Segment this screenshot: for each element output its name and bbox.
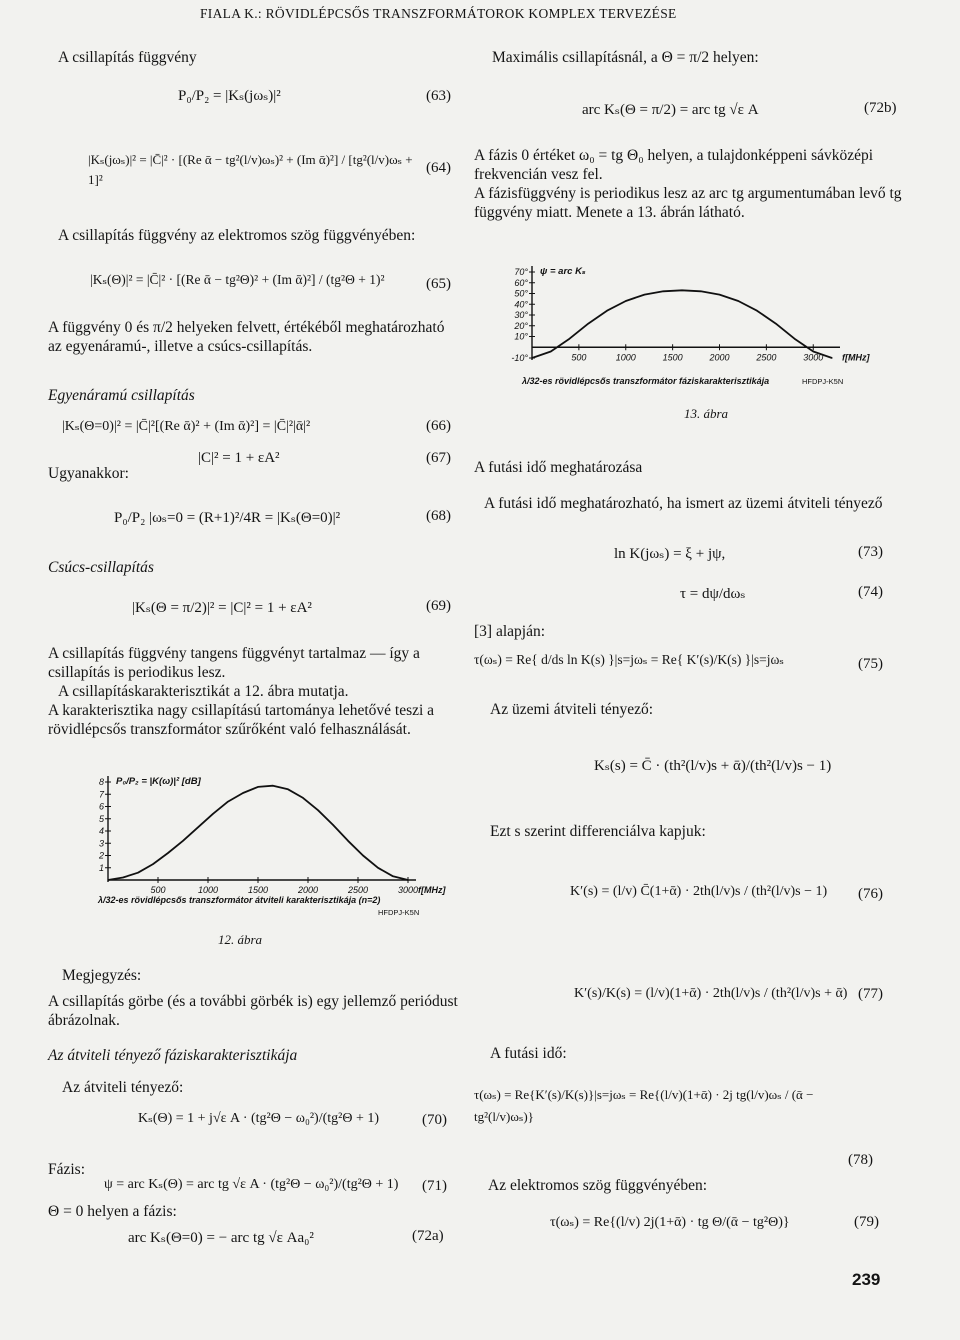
eq-number-79: (79) <box>854 1214 879 1230</box>
x-tick-label: 1000 <box>197 885 219 895</box>
data-point <box>137 872 138 873</box>
equation-68: P₀/P₂ |ωₛ=0 = (R+1)²/4R = |Kₛ(Θ=0)|² <box>114 510 341 526</box>
paragraph-megjegyzes: Megjegyzés: <box>62 967 142 984</box>
equation-79: τ(ωₛ) = Re{(l/v) 2j(1+ᾱ) · tg Θ/(ᾱ − tg²Θ)} <box>550 1215 790 1230</box>
data-point <box>663 291 664 292</box>
x-tick-label: 3000 <box>397 885 419 895</box>
data-point <box>227 801 228 802</box>
y-tick-label: 2 <box>98 850 104 861</box>
equation-71: ψ = arc Kₛ(Θ) = arc tg √ε A · (tg²Θ − ω₀²)/(tg²Θ + 1) <box>104 1177 399 1192</box>
heading-egyenaramu: Egyenáramú csillapítás <box>48 387 195 404</box>
data-point <box>569 338 570 339</box>
eq-number-72b: (72b) <box>864 100 897 116</box>
running-header: FIALA K.: RÖVIDLÉPCSŐS TRANSZFORMÁTOROK KOMPLEX TERVEZÉSE <box>200 6 677 21</box>
data-point <box>332 824 333 825</box>
x-tick-label: 2500 <box>756 352 777 363</box>
y-tick-label: 40° <box>514 299 528 310</box>
data-point <box>377 867 378 868</box>
eq-number-72a: (72a) <box>412 1228 444 1244</box>
data-point <box>407 879 408 880</box>
paragraph-uzemi: Az üzemi átviteli tényező: <box>490 701 654 718</box>
data-point <box>152 863 153 864</box>
paragraph-futido: A futási idő: <box>490 1045 567 1062</box>
x-axis-label: f[MHz] <box>418 885 446 895</box>
data-point <box>362 855 363 856</box>
heading-csucs: Csúcs-csillapítás <box>48 559 154 576</box>
paragraph-fazisfuggveny: A fázisfüggvény is periodikus lesz az arc tg argumentumában levő tg függvény miatt. Menete a 13. ábrán látható. <box>474 185 902 221</box>
data-point <box>167 852 168 853</box>
equation-77: K′(s)/K(s) = (l/v)(1+ᾱ) · 2th(l/v)s / (th²(l/v)s + ᾱ) <box>574 986 848 1001</box>
y-tick-label: 8 <box>98 777 104 787</box>
eq-number-77: (77) <box>858 986 883 1002</box>
data-point <box>794 338 795 339</box>
heading-futasi: A futási idő meghatározása <box>474 459 643 476</box>
equation-64: |Kₛ(jωₛ)|² = |C̄|² · [(Re ᾱ − tg²(l/v)ωₛ)² + (Im ᾱ)²] / [tg²(l/v)ωₛ + 1]² <box>88 152 413 187</box>
eq-number-71: (71) <box>422 1178 447 1194</box>
figure-12-chart <box>78 770 458 920</box>
data-point <box>392 876 393 877</box>
data-point <box>813 351 814 352</box>
y-tick-label: 1 <box>98 862 104 873</box>
x-tick-label: 1500 <box>662 352 683 363</box>
legend-text: λ/32-es rövidlépcsős transzformátor fáziskarakterisztikája <box>522 376 770 386</box>
data-point <box>644 294 645 295</box>
equation-66: |Kₛ(Θ=0)|² = |C̄|²[(Re ᾱ)² + (Im ᾱ)²] = |C̄|²|ᾱ|² <box>62 419 311 434</box>
x-tick-label: 2000 <box>297 885 319 895</box>
data-point <box>550 351 551 352</box>
eq-number-69: (69) <box>426 598 451 614</box>
data-point <box>197 827 198 828</box>
paragraph-theta0: Θ = 0 helyen a fázis: <box>48 1203 177 1220</box>
data-point <box>588 323 589 324</box>
data-point <box>347 840 348 841</box>
y-tick-label: 50° <box>514 288 528 299</box>
paragraph-futasi: A futási idő meghatározható, ha ismert az üzemi átviteli tényező <box>484 495 883 512</box>
data-point <box>212 813 213 814</box>
data-point <box>719 294 720 295</box>
y-tick-label: 70° <box>514 267 528 277</box>
equation-63: P₀/P₂ = |Kₛ(jωₛ)|² <box>178 88 281 104</box>
x-tick-label: 2000 <box>709 352 730 363</box>
equation-ks: Kₛ(s) = C̄ · (th²(l/v)s + ᾱ)/(th²(l/v)s − 1) <box>594 758 832 774</box>
y-tick-label: 5 <box>98 813 104 824</box>
y-axis-label: P₀/P₂ = |K(ω)|² [dB] <box>116 776 201 787</box>
y-tick-label: 4 <box>98 826 104 836</box>
heading-atviteli: Az átviteli tényező fáziskarakterisztikája <box>48 1047 298 1064</box>
data-point <box>317 810 318 811</box>
x-tick-label: 1500 <box>247 885 269 895</box>
data-point <box>625 300 626 301</box>
page-number: 239 <box>852 1270 881 1289</box>
y-tick-label: 10° <box>514 331 528 342</box>
figure-13-caption: 13. ábra <box>684 406 729 421</box>
paragraph-elektromos: Az elektromos szög függvényében: <box>488 1177 708 1194</box>
data-point <box>831 357 832 358</box>
equation-67: |C|² = 1 + εA² <box>198 450 280 466</box>
paragraph-fazis0: A fázis 0 értéket ω₀ = tg Θ₀ helyen, a tulajdonképpeni sávközépi frekvencián vesz fel. <box>474 147 874 183</box>
paragraph-nagy: A karakterisztika nagy csillapítású tartománya lehetővé teszi a rövidlépcsős transzformátor szűrőként való felhasználását. <box>48 702 435 738</box>
paragraph-ref: [3] alapján: <box>474 623 546 640</box>
paragraph-fazis: Fázis: <box>48 1161 86 1178</box>
paragraph-differencialva: Ezt s szerint differenciálva kapjuk: <box>490 823 706 840</box>
equation-73: ln K(jωₛ) = ξ + jψ, <box>614 546 726 562</box>
eq-number-66: (66) <box>426 418 451 434</box>
paragraph-maximalis: Maximális csillapításnál, a Θ = π/2 helyen: <box>492 49 759 66</box>
paragraph-ugyanakkor: Ugyanakkor: <box>48 465 129 482</box>
data-point <box>775 323 776 324</box>
data-point <box>122 877 123 878</box>
y-tick-label: 30° <box>514 310 528 320</box>
figure-13-chart <box>502 262 912 402</box>
data-point <box>107 879 108 880</box>
y-tick-label: 3 <box>98 838 104 849</box>
eq-number-63: (63) <box>426 88 451 104</box>
figure-12-caption: 12. ábra <box>218 932 263 947</box>
equation-78: τ(ωₛ) = Re{K′(s)/K(s)}|s=jωₛ = Re{(l/v)(1+ᾱ) · 2j tg(l/v)ωₛ / (ᾱ − tg²(l/v)ωₛ)} <box>474 1087 814 1124</box>
data-point <box>738 300 739 301</box>
equation-70: Kₛ(Θ) = 1 + j√ε A · (tg²Θ − ω₀²)/(tg²Θ + 1) <box>138 1111 380 1126</box>
series-line <box>108 786 408 880</box>
eq-number-67: (67) <box>426 450 451 466</box>
heading-csillapitas: A csillapítás függvény <box>58 49 197 66</box>
eq-number-73: (73) <box>858 544 883 560</box>
paragraph-szog: A csillapítás függvény az elektromos szög függvényében: <box>58 227 416 244</box>
equation-69: |Kₛ(Θ = π/2)|² = |C|² = 1 + εA² <box>132 600 312 616</box>
equation-74: τ = dψ/dωₛ <box>680 586 746 602</box>
paragraph-atviteli: Az átviteli tényező: <box>62 1079 184 1096</box>
data-point <box>302 797 303 798</box>
figure-stamp: HFDPJ-K5N <box>378 908 420 917</box>
y-tick-label: -10° <box>511 353 528 363</box>
y-tick-label: 6 <box>98 801 104 812</box>
data-point <box>756 310 757 311</box>
data-point <box>700 291 701 292</box>
y-tick-label: 7 <box>98 789 104 800</box>
data-point <box>272 785 273 786</box>
x-axis-label: f[MHz] <box>842 352 870 363</box>
data-point <box>257 786 258 787</box>
eq-number-74: (74) <box>858 584 883 600</box>
equation-65: |Kₛ(Θ)|² = |C̄|² · [(Re ᾱ − tg²Θ)² + (Im ᾱ)²] / (tg²Θ + 1)² <box>90 272 385 287</box>
figure-stamp: HFDPJ-K5N <box>802 377 844 386</box>
paragraph-tangens: A csillapítás függvény tangens függvényt tartalmaz — így a csillapítás is periodikus lesz. <box>48 645 420 681</box>
paragraph-karakterisztika: A csillapításkarakterisztikát a 12. ábra mutatja. <box>58 683 349 700</box>
data-point <box>606 310 607 311</box>
equation-72a: arc Kₛ(Θ=0) = − arc tg √ε Aa₀² <box>128 1230 314 1246</box>
equation-76: K′(s) = (l/v) C̄(1+ᾱ) · 2th(l/v)s / (th²(l/v)s − 1) <box>570 884 828 899</box>
data-point <box>242 792 243 793</box>
data-point <box>681 290 682 291</box>
y-tick-label: 60° <box>514 277 528 288</box>
equation-75: τ(ωₛ) = Re{ d/ds ln K(s) }|s=jωₛ = Re{ K′(s)/K(s) }|s=jωₛ <box>474 652 784 667</box>
x-tick-label: 1000 <box>615 352 636 363</box>
data-point <box>182 840 183 841</box>
eq-number-76: (76) <box>858 886 883 902</box>
eq-number-65: (65) <box>426 276 451 292</box>
x-tick-label: 500 <box>571 352 587 363</box>
eq-number-68: (68) <box>426 508 451 524</box>
eq-number-70: (70) <box>422 1112 447 1128</box>
y-tick-label: 20° <box>514 320 528 331</box>
eq-number-78: (78) <box>848 1152 873 1168</box>
y-axis-label: ψ = arc Kₛ <box>540 266 586 277</box>
paragraph-gorbe: A csillapítás görbe (és a további görbék is) egy jellemző periódust ábrázolnak. <box>48 993 458 1029</box>
legend-text: λ/32-es rövidlépcsős transzformátor átviteli karakterisztikája (n=2) <box>98 895 381 905</box>
x-tick-label: 500 <box>150 885 166 895</box>
eq-number-64: (64) <box>426 160 451 176</box>
eq-number-75: (75) <box>858 656 883 672</box>
data-point <box>287 789 288 790</box>
x-tick-label: 3000 <box>803 352 824 363</box>
x-tick-label: 2500 <box>347 885 369 895</box>
paragraph-fuggveny: A függvény 0 és π/2 helyeken felvett, értékéből meghatározható az egyenáramú-, illetve a csúcs-csillapítás. <box>48 319 445 355</box>
data-point <box>531 357 532 358</box>
equation-72b: arc Kₛ(Θ = π/2) = arc tg √ε A <box>582 102 759 118</box>
